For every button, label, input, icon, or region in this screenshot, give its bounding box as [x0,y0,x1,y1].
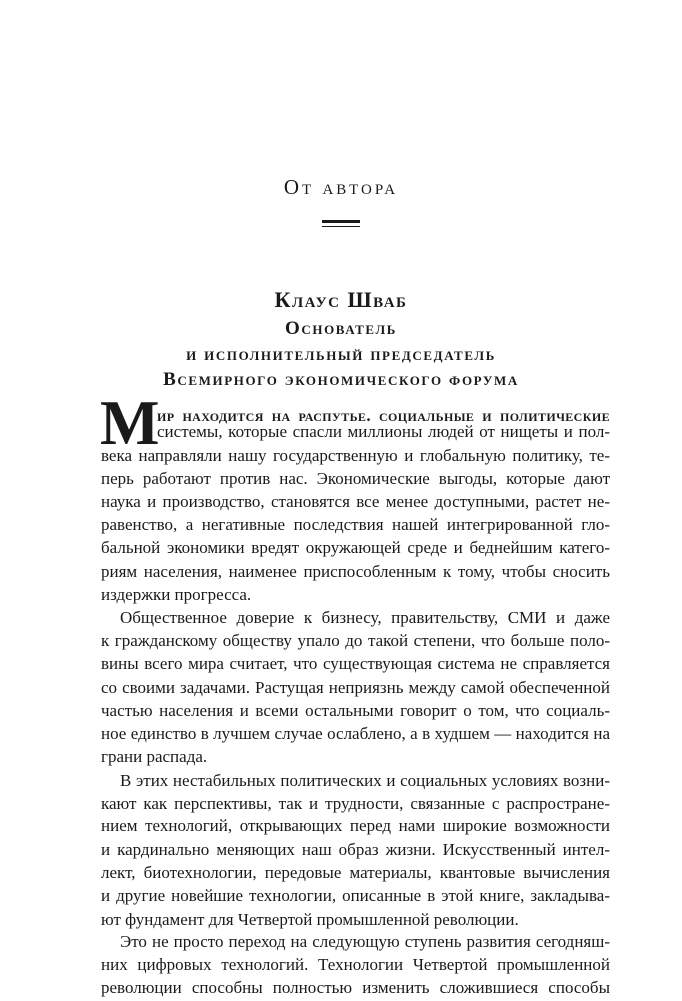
text-line: Это не просто переход на следующую ступень развития сегодняш- [120,932,610,951]
text-line: революции способны полностью изменить сложившиеся способы [101,978,610,997]
text-line: вины всего мира считает, что существующая система не справляется [101,654,610,673]
text-line: наука и производство, становятся все менее доступными, растет не- [101,492,610,511]
text-line: перь работают против нас. Экономические выгоды, которые дают [101,469,610,488]
author-role-line-2: и исполнительный председатель [186,344,496,365]
text-line: века направляли нашу государственную и глобальную политику, те- [101,446,610,465]
text-line: ют фундамент для Четвертой промышленной революции. [101,910,519,929]
text-line: и другие новейшие технологии, описанные в этой книге, закладыва- [101,886,610,905]
section-title: От автора [283,175,399,199]
text-line: издержки прогресса. [101,585,252,604]
text-line: со своими задачами. Растущая неприязнь между самой обеспеченной [101,678,610,697]
title-rule-thin [322,226,360,227]
text-line: риям населения, наименее приспособленным к тому, чтобы сносить [101,562,610,581]
text-line: кают как перспективы, так и трудности, связанные с распростране- [101,794,610,813]
text-line: системы, которые спасли миллионы людей от нищеты и пол- [157,422,610,441]
text-line: частью населения и всеми остальными говорит о том, что социаль- [101,701,610,720]
author-name: Клаус Шваб [274,287,408,312]
text-line: них цифровых технологий. Технологии Четвертой промышленной [101,955,610,974]
text-line: ир находится на распутье. социальные и политические [157,406,610,425]
text-line: и кардинально меняющих наш образ жизни. Искусственный интел- [101,840,610,859]
text-line: Общественное доверие к бизнесу, правительству, СМИ и даже [120,608,610,627]
text-line: равенство, а негативные последствия нашей интегрированной гло- [101,515,610,534]
author-role-line-1: Основатель [285,318,397,339]
text-line: ное единство в лучшем случае ослаблено, а в худшем — находится на [101,724,610,743]
title-rule-thick [322,220,360,223]
text-line: бальной экономики вредят окружающей среде и беднейшим катего- [101,538,610,557]
drop-cap: М [100,388,160,458]
text-line: грани распада. [101,747,208,766]
text-line: нием технологий, открывающих перед нами широкие возможности [101,816,610,835]
text-line: к гражданскому обществу упало до такой степени, что больше поло- [101,631,610,650]
text-line: В этих нестабильных политических и социальных условиях возни- [120,771,610,790]
author-role-line-3: Всемирного экономического форума [163,369,519,390]
text-line: лект, биотехнологии, передовые материалы, квантовые вычисления [101,863,610,882]
